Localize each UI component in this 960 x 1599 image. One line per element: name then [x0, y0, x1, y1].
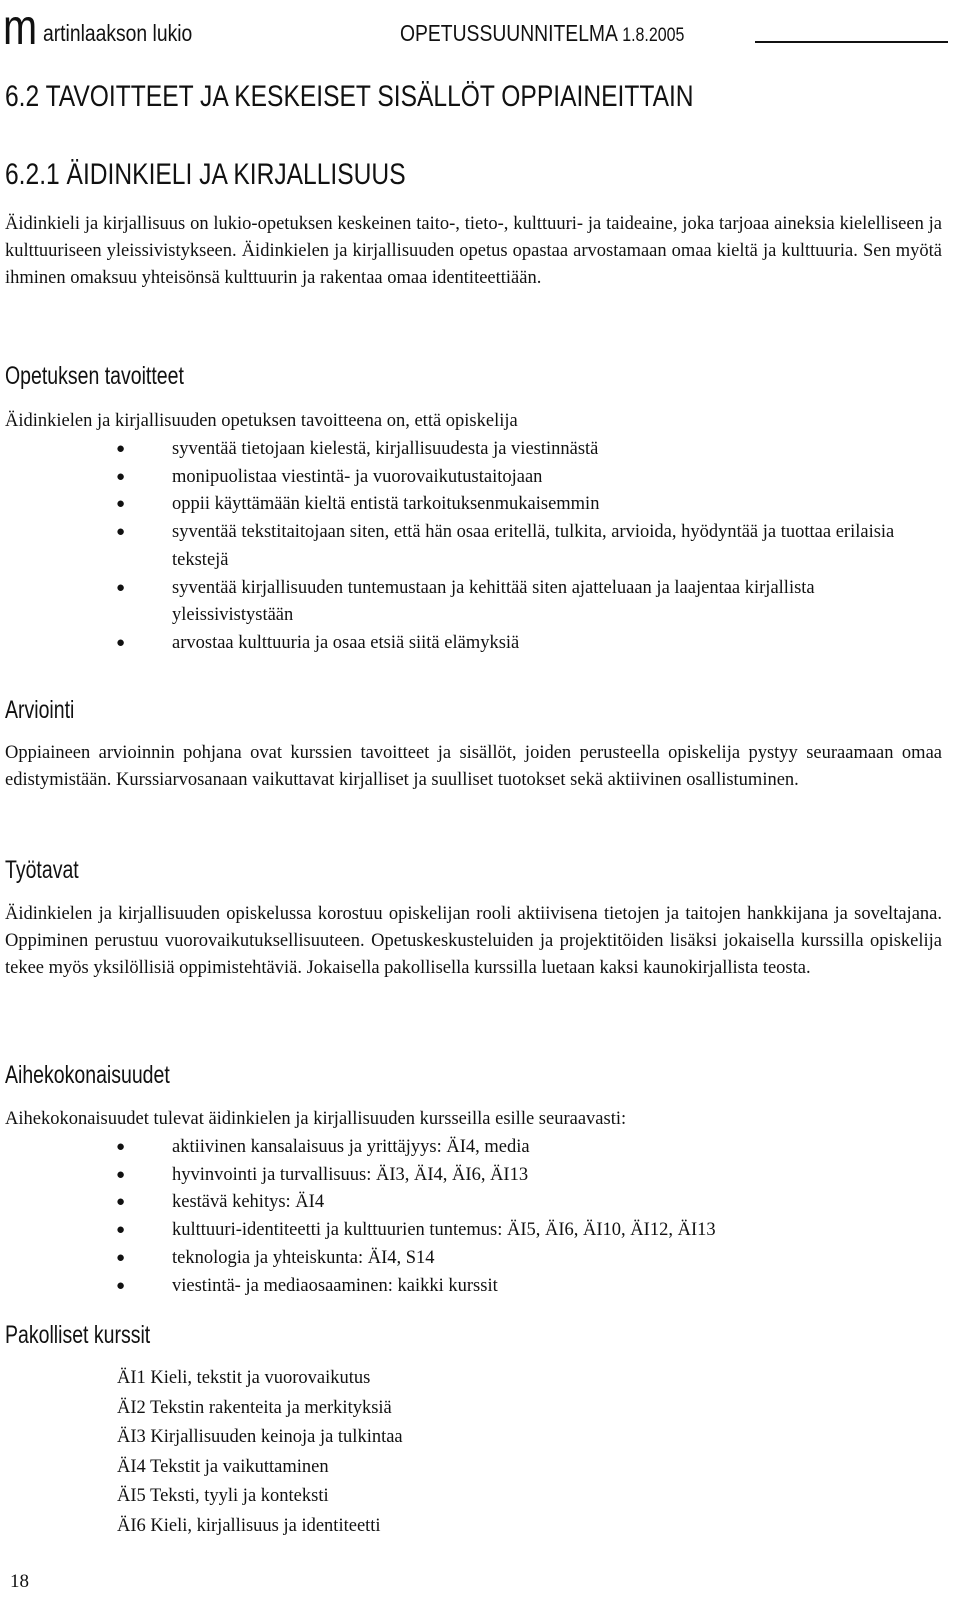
- list-item-text: hyvinvointi ja turvallisuus: ÄI3, ÄI4, ÄI6, ÄI13: [172, 1164, 529, 1185]
- themes-heading: Aihekokonaisuudet: [5, 1061, 170, 1089]
- header-rule: [755, 41, 948, 43]
- bullet-icon: ●: [116, 1277, 126, 1294]
- bullet-icon: ●: [116, 1139, 126, 1155]
- list-item-text: monipuolistaa viestintä- ja vuorovaikutustaitojaan: [172, 466, 543, 487]
- list-item-text: aktiivinen kansalaisuus ja yrittäjyys: ÄI4, media: [172, 1137, 530, 1157]
- course-item: ÄI6 Kieli, kirjallisuus ja identiteetti: [117, 1515, 381, 1536]
- methods-paragraph: Äidinkielen ja kirjallisuuden opiskelussa korostuu opiskelijan rooli aktiivisena tietojen ja taitojen hankkijana ja soveltajana. Oppiminen perustuu vuorovaikutuksellisuuteen. Opetuskeskusteluiden ja projektitöiden lisäksi jokaisella kurssilla opiskelija tekee myös yksilöllisiä oppimistehtäviä. Jokaisella pakollisella kurssilla luetaan kaksi kaunokirjallista teosta.: [5, 904, 942, 978]
- assessment-heading: Arviointi: [5, 696, 75, 724]
- list-item-text: syventää tekstitaitojaan siten, että hän osaa eritellä, tulkita, arvioida, hyödyntää ja tuottaa erilaisia tekstejä: [172, 522, 895, 570]
- list-item: [0, 630, 940, 658]
- bullet-icon: ●: [116, 496, 126, 513]
- bullet-icon: ●: [116, 1222, 126, 1239]
- document-title-text: OPETUSSUUNNITELMA: [400, 20, 617, 46]
- list-item-text: oppii käyttämään kieltä entistä tarkoituksenmukaisemmin: [172, 494, 600, 515]
- courses-heading: Pakolliset kurssit: [5, 1321, 151, 1349]
- list-item: [0, 1245, 940, 1273]
- school-name: artinlaakson lukio: [43, 20, 193, 46]
- list-item-text: syventää kirjallisuuden tuntemustaan ja kehittää siten ajatteluaan ja laajentaa kirjallista yleissivistystään: [172, 577, 815, 626]
- list-item: [0, 1189, 940, 1217]
- list-item: [0, 1273, 940, 1301]
- bullet-icon: ●: [116, 1166, 126, 1183]
- list-item-text: kestävä kehitys: ÄI4: [172, 1192, 325, 1213]
- course-item: ÄI5 Teksti, tyyli ja konteksti: [117, 1486, 329, 1506]
- list-item: [0, 519, 940, 574]
- list-item-text: viestintä- ja mediaosaaminen: kaikki kurssit: [172, 1275, 498, 1296]
- page-number: 18: [10, 1571, 29, 1592]
- subsection-title: 6.2.1 ÄIDINKIELI JA KIRJALLISUUS: [5, 158, 406, 191]
- bullet-icon: ●: [116, 441, 126, 457]
- course-item: ÄI3 Kirjallisuuden keinoja ja tulkintaa: [117, 1427, 403, 1447]
- bullet-icon: ●: [116, 579, 126, 596]
- intro-paragraph: Äidinkieli ja kirjallisuus on lukio-opetuksen keskeinen taito-, tieto-, kulttuuri- ja taideaine, joka tarjoaa aineksia kielelliseen ja kulttuuriseen yleissivistykseen. Äidinkielen ja kirjallisuuden opetus opastaa arvostamaan omaa kieltä ja kulttuuria. Sen myötä ihminen omaksuu yhteisönsä kulttuurin ja rakentaa omaa identiteettiään.: [5, 214, 942, 288]
- bullet-icon: ●: [116, 524, 126, 541]
- bullet-icon: ●: [116, 1249, 126, 1266]
- goals-lead: Äidinkielen ja kirjallisuuden opetuksen tavoitteena on, että opiskelija: [5, 411, 518, 431]
- courses-list: [117, 1364, 403, 1541]
- list-item: [0, 1134, 940, 1162]
- list-item-text: syventää tietojaan kielestä, kirjallisuudesta ja viestinnästä: [172, 439, 599, 459]
- document-title: [400, 19, 684, 50]
- list-item-text: arvostaa kulttuuria ja osaa etsiä siitä elämyksiä: [172, 632, 520, 653]
- section-title: 6.2 TAVOITTEET JA KESKEISET SISÄLLÖT OPPIAINEITTAIN: [5, 80, 694, 113]
- bullet-icon: ●: [116, 1194, 126, 1211]
- list-item: [0, 1217, 940, 1245]
- bullet-icon: ●: [116, 634, 126, 651]
- document-date: 1.8.2005: [622, 25, 685, 46]
- list-item: [0, 436, 940, 464]
- bullet-icon: ●: [116, 468, 126, 485]
- assessment-paragraph: Oppiaineen arvioinnin pohjana ovat kurssien tavoitteet ja sisällöt, joiden perusteella opiskelija pystyy seuraamaan omaa edistymistään. Kurssiarvosanaan vaikuttavat kirjalliset ja suulliset tuotokset sekä aktiivinen osallistuminen.: [5, 743, 942, 790]
- page-header: [3, 0, 948, 55]
- list-item: [0, 491, 940, 519]
- goals-heading: Opetuksen tavoitteet: [5, 362, 184, 390]
- course-item: ÄI1 Kieli, tekstit ja vuorovaikutus: [117, 1368, 371, 1388]
- list-item: [0, 464, 940, 492]
- course-item: ÄI2 Tekstin rakenteita ja merkityksiä: [117, 1397, 392, 1418]
- course-item: ÄI4 Tekstit ja vaikuttaminen: [117, 1456, 329, 1477]
- themes-list: [0, 1134, 940, 1300]
- goals-list: [0, 436, 940, 658]
- themes-lead: Aihekokonaisuudet tulevat äidinkielen ja kirjallisuuden kursseilla esille seuraavasti:: [5, 1109, 627, 1129]
- methods-heading: Työtavat: [5, 856, 79, 884]
- list-item-text: teknologia ja yhteiskunta: ÄI4, S14: [172, 1247, 435, 1268]
- list-item: [0, 575, 940, 630]
- list-item-text: kulttuuri-identiteetti ja kulttuurien tuntemus: ÄI5, ÄI6, ÄI10, ÄI12, ÄI13: [172, 1220, 716, 1241]
- list-item: [0, 1162, 940, 1190]
- school-logo-letter: m: [3, 0, 38, 55]
